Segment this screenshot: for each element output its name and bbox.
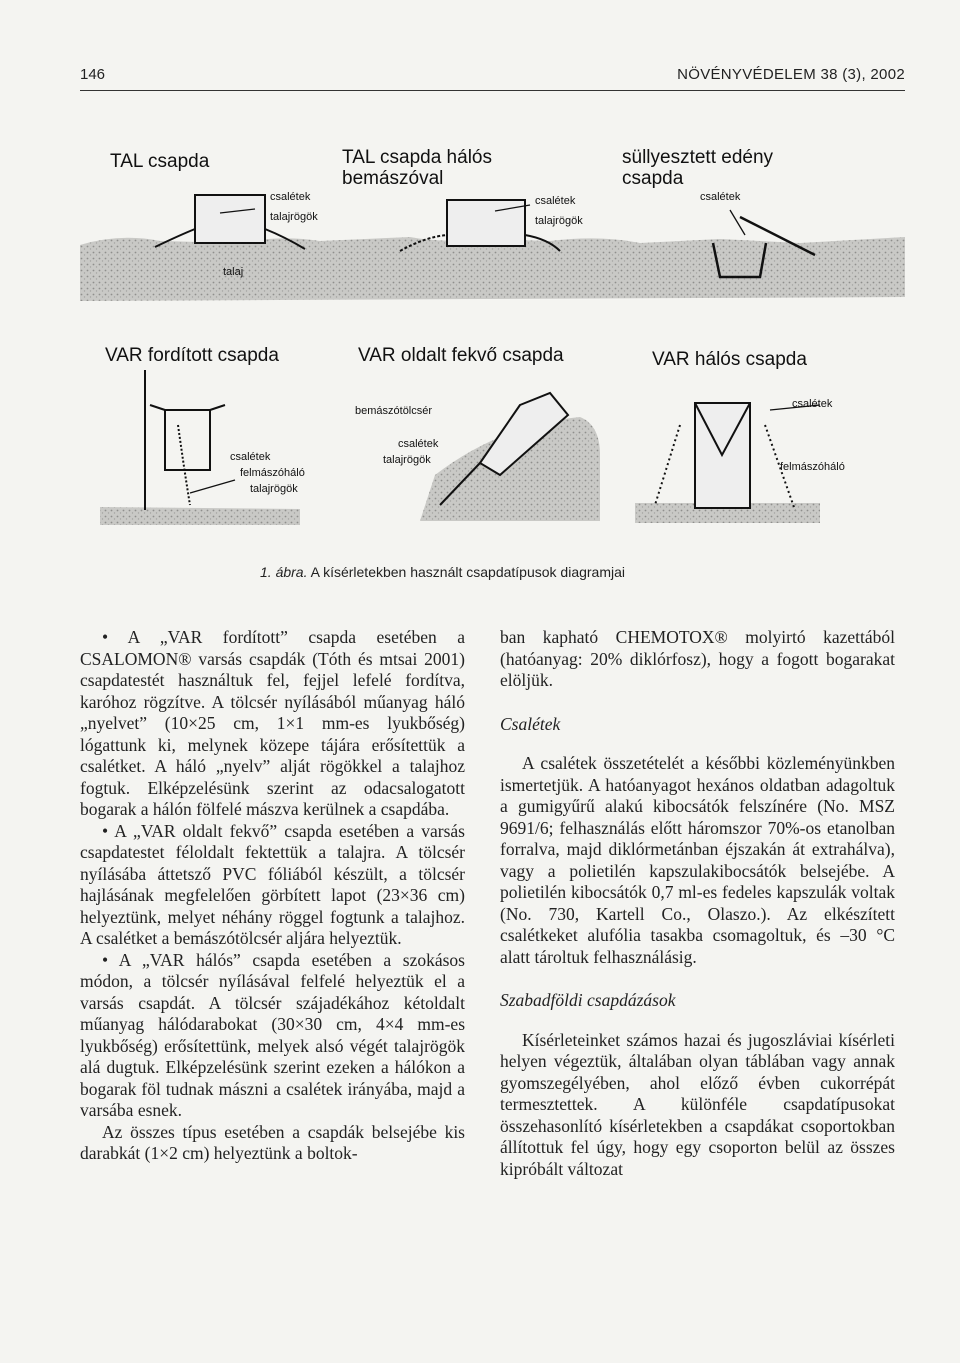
label-talajrogok-5: talajrögök	[383, 454, 431, 466]
figure-drawing	[80, 125, 905, 545]
soil-var-inverted	[100, 507, 300, 525]
label-csaletek-4: csalétek	[230, 451, 271, 463]
caption-text: A kísérletekben használt csapdatípusok diagramjai	[310, 564, 626, 580]
trap-diagram-figure	[80, 125, 905, 545]
label-csaletek-1: csalétek	[270, 191, 311, 203]
right-column	[500, 627, 895, 1180]
panel-title-tal-net: TAL csapda hálós bemászóval	[342, 147, 492, 189]
paragraph-continuation: ban kapható CHEMOTOX® molyirtó kazettából (hatóanyag: 20% diklórfosz), hogy a fogott bogarakat elöljük.	[500, 627, 895, 690]
label-talajrogok-4: talajrögök	[250, 483, 298, 495]
section-heading-szabadfoldi: Szabadföldi csapdázások	[500, 990, 676, 1010]
var-inverted-trap-icon	[145, 370, 225, 510]
caption-label: 1. ábra.	[260, 564, 308, 580]
label-csaletek-5: csalétek	[398, 438, 439, 450]
label-csaletek-3: csalétek	[700, 191, 741, 203]
page-header	[80, 66, 905, 91]
paragraph-var-net: • A „VAR hálós” csapda esetében a szokásos módon, a tölcsér nyílásával felfelé helyeztük el a varsás csapdát. A tölcsér szájadékához kétoldalt műanyag hálódarabokat (30×30 cm, 4×4 mm-es lyukbőség) erősítettünk, melyek alsó végét talajrögök alá dugtuk. Elképzelésünk szerint ezeken a hálókon a bogarak föl tudnak mászni a csalétek irányába, majd a varsába esnek.	[80, 949, 465, 1120]
figure-caption	[260, 564, 860, 580]
label-talajrogok-2: talajrögök	[535, 215, 583, 227]
paragraph-var-inverted: • A „VAR fordított” csapda esetében a CSALOMON® varsás csapdák (Tóth és mtsai 2001) csapdatestét használtuk fel, fejjel lefelé fordítva, karóhoz rögzítve. A tölcsér nyílásából műanyag háló „nyelvet” (10×25 cm, 1×1 mm-es lyukbőség) lógattunk ki, melynek közepe tájára erősítettük a csalétket. A háló „nyelv” alját rögökkel a talajhoz fogtuk. Elképzelésünk szerint az odacsalogatott bogarak a hálón fölfelé mászva kerülnek a csapdába.	[80, 627, 465, 819]
label-felmaszohalo-4: felmászóháló	[240, 467, 305, 479]
label-bemaszotolcser: bemászótölcsér	[355, 405, 433, 417]
label-talaj: talaj	[223, 266, 244, 278]
panel-title-var-side: VAR oldalt fekvő csapda	[358, 345, 564, 366]
journal-title: NÖVÉNYVÉDELEM 38 (3), 2002	[677, 66, 905, 83]
paragraph-var-side: • A „VAR oldalt fekvő” csapda esetében a varsás csapdatestet féloldalt fektettük a talajra. A tölcsér nyílásába áttetsző PVC fóliából készült, a tölcsér hajlásának megfelelően görbített lapot (23×36 cm) helyeztünk, melyet néhány röggel fogtunk a talajhoz. A csalétket a bemászótölcsér aljára helyeztük.	[80, 820, 465, 948]
left-column	[80, 627, 465, 1165]
panel-title-pitfall: süllyesztett edény csapda	[622, 147, 774, 189]
section-heading-csaletek: Csalétek	[500, 713, 561, 734]
paragraph-csaletek: A csalétek összetételét a későbbi közleményünkben ismertetjük. A hatóanyagot hexános oldatban adagoltuk a gumigyűrű alakú kibocsátók felszínére (No. MSZ 9691/6; felhasználás előtt háromszor 70%-os etanolban forralva, majd diklórmetánban éjszakán át extrahálva), vagy a polietilén kapszulakibocsátók belsejébe. A polietilén kibocsátók 0,7 ml-es fedeles kapszulák voltak (No. 730, Kartell Co., Olaszo.). Az elkészített csalétkeket alufólia tasakba csomagoltuk, és –30 °C alatt tároltuk felhasználásig.	[500, 753, 895, 967]
panel-title-var-inverted: VAR fordított csapda	[105, 345, 279, 366]
paragraph-szabadfoldi: Kísérleteinket számos hazai és jugoszláviai kísérleti helyen végeztük, általában olyan táblában vagy annak gyomszegélyében, ahol előző évben cukorrépát termesztettek. A különféle csapdatípusokat összehasonlító kísérletekben a csapdákat csoportokban állítottuk fel úgy, hogy egy csoporton belül az összes kipróbált változat	[500, 1029, 895, 1179]
paragraph-all-types: Az összes típus esetében a csapdák belsejébe kis darabkát (1×2 cm) helyeztünk a boltok-	[80, 1121, 465, 1163]
label-csaletek-6: csalétek	[792, 398, 833, 410]
panel-title-var-net: VAR hálós csapda	[652, 349, 807, 370]
label-felmaszohalo-6: felmászóháló	[780, 461, 845, 473]
label-talajrogok-1: talajrögök	[270, 211, 318, 223]
var-net-trap-icon	[655, 403, 795, 510]
page-number: 146	[80, 66, 106, 83]
panel-title-tal: TAL csapda	[110, 151, 210, 172]
label-csaletek-2: csalétek	[535, 195, 576, 207]
